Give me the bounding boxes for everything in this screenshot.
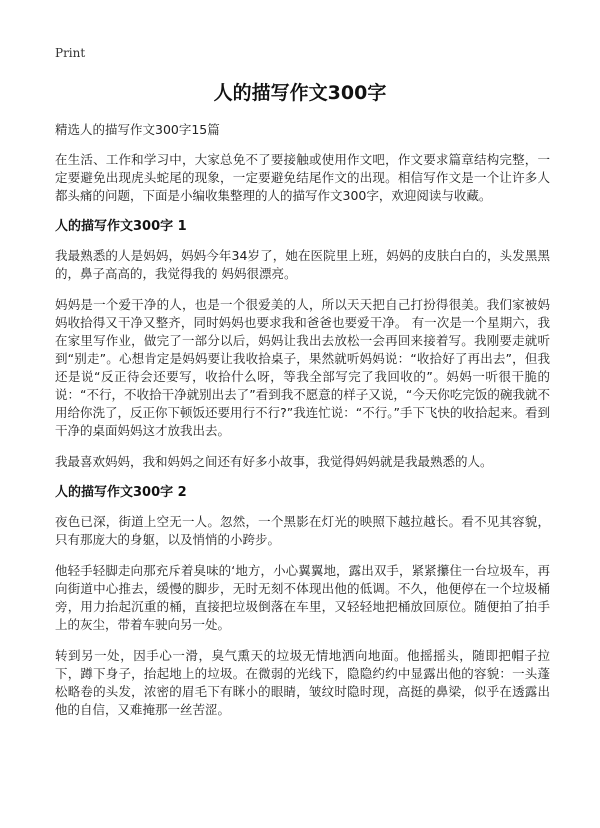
document-body bbox=[55, 121, 550, 732]
section-heading: 人的描写作文300字 1 bbox=[55, 219, 187, 234]
section-paragraph: 夜色已深，街道上空无一人。忽然，一个黑影在灯光的映照下越拉越长。看不见其容貌，只有那庞大的身躯，以及悄悄的小跨步。 bbox=[55, 514, 550, 547]
document-subtitle: 精选人的描写作文300字15篇 bbox=[55, 122, 220, 137]
section-heading: 人的描写作文300字 2 bbox=[55, 485, 187, 500]
print-link[interactable]: Print bbox=[55, 46, 86, 60]
document-title: 人的描写作文300字 bbox=[213, 82, 387, 104]
section-paragraph: 他轻手轻脚走向那充斥着臭味的‘地方，小心翼翼地，露出双手，紧紧攥住一台垃圾车，再向街道中心推去，缓慢的脚步，无时无刻不体现出他的低调。不久，他便停在一个垃圾桶旁，用力抬起沉重的桶，直接把垃圾倒落在车里，又轻轻地把桶放回原位。随便拍了拍手上的灰尘，带着车驶向另一处。 bbox=[55, 563, 550, 632]
intro-paragraph: 在生活、工作和学习中，大家总免不了要接触或使用作文吧，作文要求篇章结构完整，一定要避免出现虎头蛇尾的现象，一定要避免结尾作文的出现。相信写作文是一个让许多人都头痛的问题，下面是小编收集整理的人的描写作文300字，欢迎阅读与收藏。 bbox=[55, 152, 550, 203]
section-paragraph: 妈妈是一个爱干净的人，也是一个很爱美的人，所以天天把自己打扮得很美。我们家被妈妈收拾得又干净又整齐，同时妈妈也要求我和爸爸也要爱干净。 有一次是一个星期六，我在家里写作业，做完了一部分以后，妈妈让我出去放松一会再回来接着写。我刚要走就听到“别走”。心想肯定是妈妈要让我收拾桌子，果然就听妈妈说：“收拾好了再出去”，但我还是说“反正待会还要写，收拾什么呀，等我全部写完了我回收的”。妈妈一听很干脆的说：“不行，不收拾干净就别出去了”看到我不愿意的样子又说，“今天你吃完饭的碗我就不用给你洗了，反正你下顿饭还要用行不行?”我连忙说：“不行。”手下飞快的收拾起来。看到干净的桌面妈妈这才放我出去。 bbox=[55, 297, 550, 438]
section-paragraph: 我最喜欢妈妈，我和妈妈之间还有好多小故事，我觉得妈妈就是我最熟悉的人。 bbox=[55, 454, 493, 469]
section-paragraph: 我最熟悉的人是妈妈，妈妈今年34岁了，她在医院里上班，妈妈的皮肤白白的，头发黑黑的，鼻子高高的，我觉得我的 妈妈很漂亮。 bbox=[55, 248, 550, 281]
section-paragraph: 转到另一处，因手心一滑，臭气熏天的垃圾无情地洒向地面。他摇摇头，随即把帽子拉下，蹲下身子，抬起地上的垃圾。在微弱的光线下，隐隐约约中显露出他的容貌：一头蓬松略卷的头发，浓密的眉毛下有眯小的眼睛，皱纹时隐时现，高挺的鼻梁，似乎在透露出他的自信，又难掩那一丝苦涩。 bbox=[55, 648, 550, 717]
